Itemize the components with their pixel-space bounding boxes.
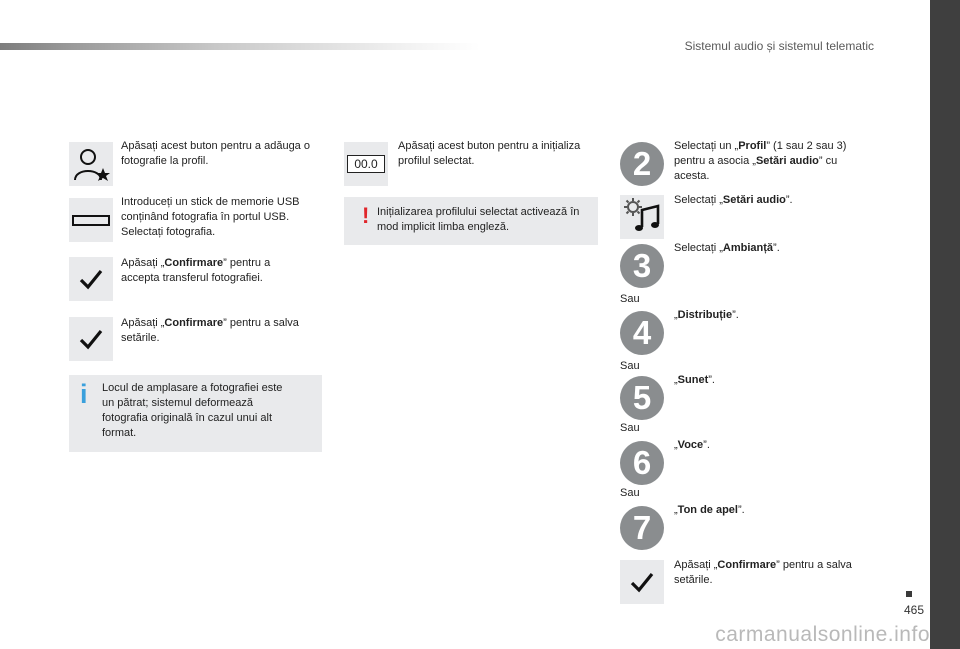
right-sidebar-strip	[930, 0, 960, 649]
step-number-6: 6	[620, 441, 664, 485]
ambience-keyword: Ambianță	[722, 242, 774, 254]
audio-settings-keyword: Setări audio	[722, 194, 786, 206]
header-gradient-bar	[0, 43, 480, 50]
step-confirm-save-text: Apăsați „Confirmare” pentru a salva setările.	[121, 317, 299, 344]
usb-stick-icon	[69, 198, 113, 242]
step-number-4: 4	[620, 311, 664, 355]
warning-icon: !	[362, 203, 370, 228]
step-usb-text: Introduceți un stick de memorie USB conținând fotografia în portul USB. Selectați fotografia.	[121, 196, 300, 238]
or-label: Sau	[620, 422, 640, 434]
profile-keyword: Profil	[738, 140, 767, 152]
step-distribution-text: „Distribuție”.	[674, 309, 739, 321]
page-number: 465	[903, 603, 924, 617]
or-label: Sau	[620, 293, 640, 305]
or-label: Sau	[620, 360, 640, 372]
confirm-keyword: Confirmare	[717, 559, 777, 571]
step-number-5: 5	[620, 376, 664, 420]
step-reset-text: Apăsați acest buton pentru a inițializa profilul selectat.	[398, 140, 581, 167]
info-note	[69, 375, 322, 452]
warning-note-text: Inițializarea profilului selectat activează în mod implicit limba engleză.	[377, 206, 580, 233]
ringtone-keyword: Ton de apel	[677, 504, 738, 516]
info-note-text: Locul de amplasare a fotografiei este un pătrat; sistemul deformează fotografia originală în cazul unui alt format.	[102, 382, 283, 439]
step-confirm-transfer-text: Apăsați „Confirmare” pentru a accepta transferul fotografiei.	[121, 257, 271, 284]
step-select-profile-text: Selectați un „Profil” (1 sau 2 sau 3) pentru a asocia „Setări audio” cu acesta.	[674, 140, 847, 182]
warning-note	[344, 197, 598, 245]
check-icon	[69, 317, 113, 361]
sound-keyword: Sunet	[677, 374, 709, 386]
step-number-3: 3	[620, 244, 664, 288]
watermark: carmanualsonline.info	[715, 623, 930, 646]
or-label: Sau	[620, 487, 640, 499]
check-icon	[620, 560, 664, 604]
voice-keyword: Voce	[677, 439, 704, 451]
step-number-2: 2	[620, 142, 664, 186]
reset-profile-icon	[344, 142, 388, 186]
page-header-title: Sistemul audio și sistemul telematic	[684, 39, 874, 53]
step-sound-text: „Sunet”.	[674, 374, 715, 386]
audio-settings-keyword: Setări audio	[755, 155, 819, 167]
confirm-keyword: Confirmare	[164, 257, 224, 269]
step-confirm-settings-text: Apăsați „Confirmare” pentru a salva setările.	[674, 559, 852, 586]
distribution-keyword: Distribuție	[677, 309, 733, 321]
step-add-photo-text: Apăsați acest buton pentru a adăuga o fotografie la profil.	[121, 140, 310, 167]
step-audio-settings-text: Selectați „Setări audio”.	[674, 194, 793, 206]
check-icon	[69, 257, 113, 301]
add-user-photo-icon	[69, 142, 113, 186]
confirm-keyword: Confirmare	[164, 317, 224, 329]
audio-settings-icon	[620, 195, 664, 239]
step-voice-text: „Voce”.	[674, 439, 710, 451]
step-ambience-text: Selectați „Ambianță”.	[674, 242, 780, 254]
step-number-7: 7	[620, 506, 664, 550]
reset-button-label: 00.0	[347, 155, 385, 173]
step-ringtone-text: „Ton de apel”.	[674, 504, 745, 516]
info-icon: i	[80, 379, 88, 409]
page-marker	[906, 591, 912, 597]
